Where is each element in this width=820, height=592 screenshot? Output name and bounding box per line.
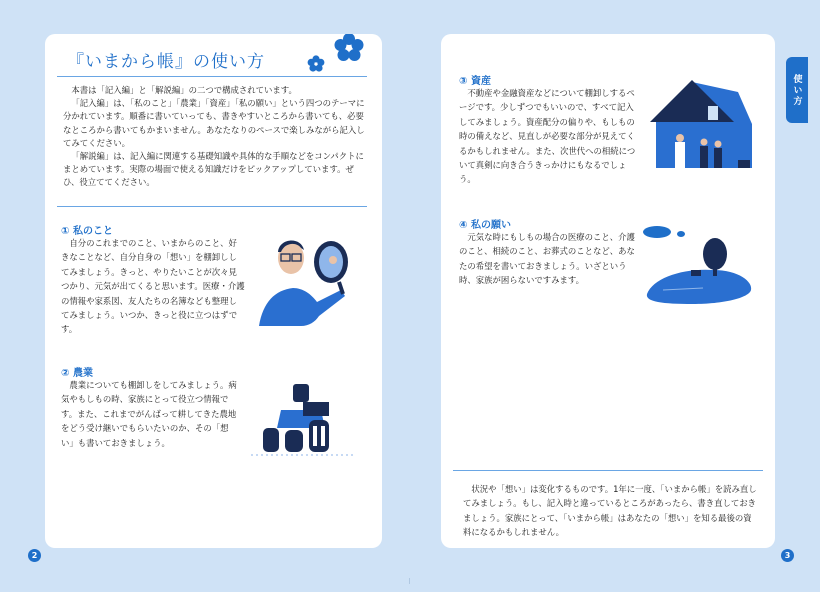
left-page <box>31 34 382 560</box>
tractor-illustration <box>251 376 355 460</box>
closing-rule <box>453 470 763 471</box>
section-body-4: 元気な時にもしもの場合の医療のこと、介護のこと、相続のこと、お葬式のことなど、あなたの希望を書いておきましょう。いざという時、家族が困らないですみます。 <box>459 232 635 286</box>
section-body-2: 農業についても棚卸しをしてみましょう。病気やもしもの時、家族にとって役立つ情報です。また、これまでがんばって耕してきた農地をどう受け継いでもらいたいのか、その「想い」も書いておきましょう。 <box>61 380 237 448</box>
page-number-right: 3 <box>781 549 794 562</box>
title-rule <box>57 76 367 77</box>
page-title: 『いまから帳』の使い方 <box>67 52 265 72</box>
spine-mark <box>409 578 410 584</box>
tab-how-to-use[interactable]: 使い方 <box>786 57 808 123</box>
island-tree-illustration <box>643 224 757 306</box>
house-family-illustration <box>646 76 758 174</box>
section-heading-4: ④ 私の願い <box>459 220 511 231</box>
man-magnifier-illustration <box>257 230 351 326</box>
section-heading-2: ② 農業 <box>61 368 93 379</box>
right-page <box>441 34 791 560</box>
section-body-1: 自分のこれまでのこと、いまからのこと、好きなことなど、自分自身の「想い」を棚卸ししてみましょう。きっと、やりたいことが次々見つかり、元気が出てくると思います。医療・介護の情報や家系図、友人たちの名簿なども整理してみましょう。いつか、きっと役に立つはずです。 <box>61 238 245 335</box>
page-number-left: 2 <box>28 549 41 562</box>
section-heading-3: ③ 資産 <box>459 76 491 87</box>
section-rule <box>57 206 367 207</box>
section-body-3: 不動産や金融資産などについて棚卸しするページです。少しずつでもいいので、すべて記入してみましょう。資産配分の偏りや、もしもの時の備えなど、見直しが必要な部分が見えてくるかもしれません。また、次世代への相続について真剣に向き合うきっかけにもなるでしょう。 <box>459 88 636 185</box>
section-heading-1: ① 私のこと <box>61 226 113 237</box>
intro-text: 本書は「記入編」と「解説編」の二つで構成されています。 「記入編」は、「私のこと」「農業」「資産」「私の願い」という四つのテーマに分かれています。順番に書いていっても、書きやすいところから書いても、必要なところから書いてもかまいません。あなたなりのペースで楽しみながら記入してみてください。 「解説編」は、記入編に関連する基礎知識や具体的な手順などをコンパクトにまとめています。実際の場面で使える知識だけをピックアップしています。ぜひ、役立ててください。 <box>63 85 365 188</box>
closing-text: 状況や「想い」は変化するものです。1年に一度、「いまから帳」を読み直してみましょう。もし、記入時と違っているところがあったら、書き直しておきましょう。家族にとって、「いまから帳」はあなたの「想い」を知る最後の資料になるかもしれません。 <box>463 484 757 538</box>
